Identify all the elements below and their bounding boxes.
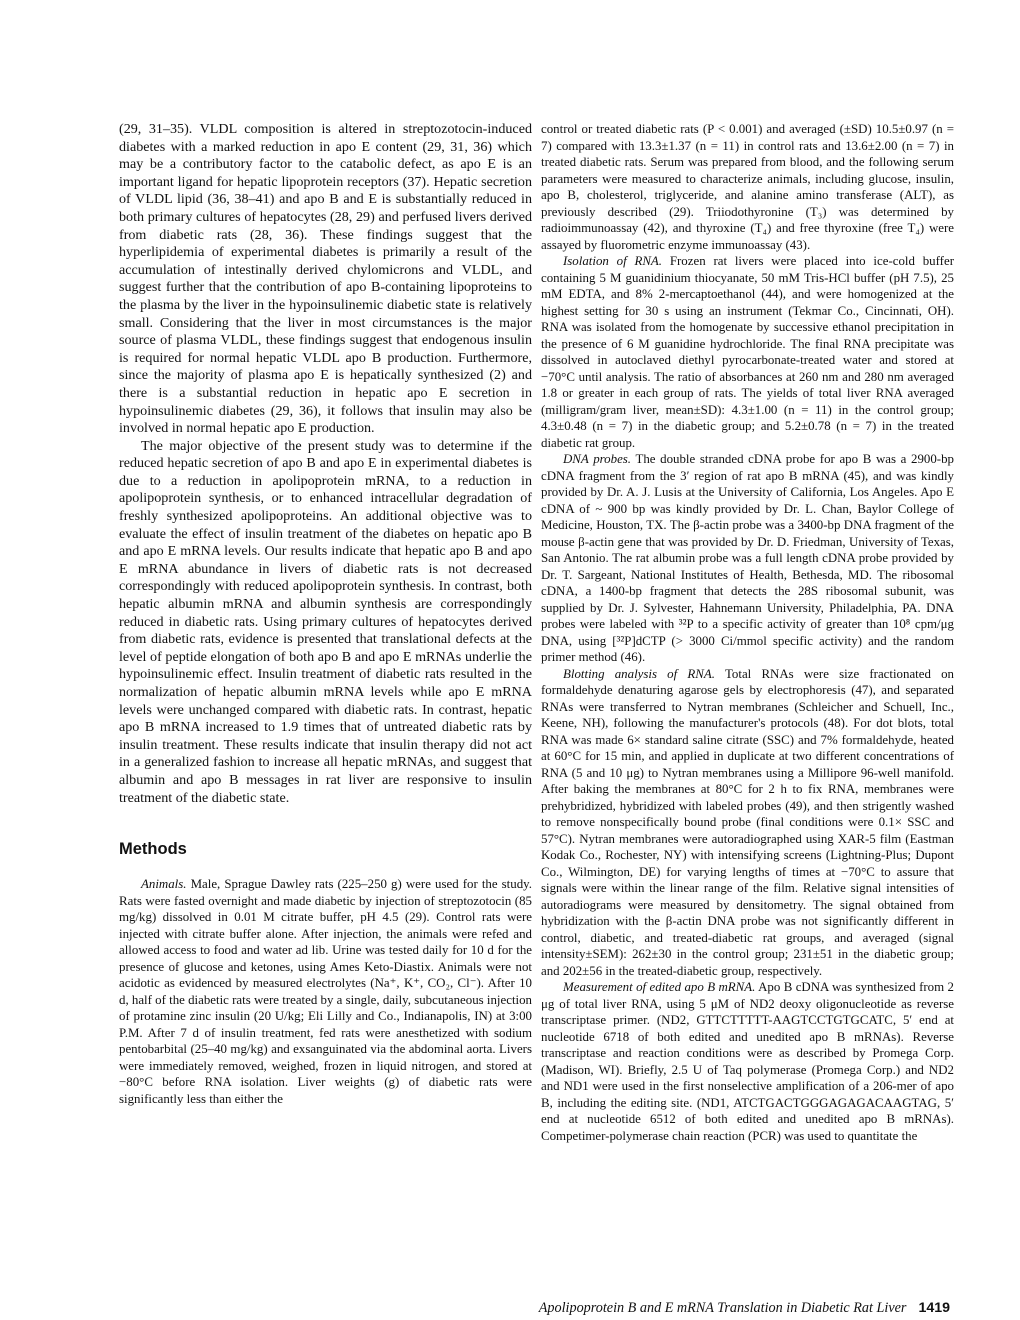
blotting-label: Blotting analysis of RNA. [563,666,715,681]
continued-paragraph: control or treated diabetic rats (P < 0.001) and averaged (±SD) 10.5±0.97 (n = 7) compared with 13.3±1.37 (n = 11) in control rats and 13.6±2.00 (n = 7) in treated diabetic rats. Serum was prepared from blood, and the following serum parameters were measured to characterize animals, including glucose, insulin, apo B, cholesterol, triglyceride, and alanine amino transferase (ALT), as previously described (29). Triiodothyronine (T₃) was determined by radioimmunoassay (42), and thyroxine (T₄) and free thyroxine (free T₄) were assayed by fluorometric enzyme immunoassay (43). [541,122,954,252]
dna-probes-paragraph [541,451,954,666]
page-footer [539,1300,950,1317]
isolation-paragraph [541,253,954,451]
measurement-paragraph [541,979,954,1144]
measurement-label: Measurement of edited apo B mRNA. [563,980,756,994]
blotting-paragraph [541,666,954,980]
dna-probes-label: DNA probes. [563,452,632,466]
left-column [119,121,532,1107]
right-column [541,121,954,1144]
isolation-text: Frozen rat livers were placed into ice-cold buffer containing 5 M guanidinium thiocyanate, 50 mM Tris-HCl buffer (pH 7.5), 25 mM EDTA, and 8% 2-mercaptoethanol (44), and were homogenized at the highest setting for 30 s using an instrument (Tekmar Co., Cincinnati, OH). RNA was isolated from the homogenate by successive ethanol precipitation in the presence of 6 M guanidine hydrochloride. The final RNA precipitate was dissolved in autoclaved diethyl pyrocarbonate-treated water and stored at −70°C until analysis. The ratio of absorbances at 260 nm and 280 nm averaged 1.8 or greater in each group of rats. The yields of total liver RNA averaged (milligram/gram liver, mean±SD): 4.3±1.00 (n = 11) in the control group; 4.3±0.48 (n = 7) in the diabetic group; and 5.2±0.78 (n = 7) in the treated diabetic rat group. [541,254,954,450]
methods-heading: Methods [119,840,187,859]
measurement-text: Apo B cDNA was synthesized from 2 μg of total liver RNA, using 5 μM of ND2 deoxy oligonucleotide as reverse transcriptase primer. (ND2, GTTCTTTTT-AAGTCCTGTGCATC, 5′ end at nucleotide 6718 of both edited and unedited apo B mRNAs). Reverse transcriptase and reaction conditions were as described by Promega Corp. (Madison, WI). Briefly, 2.5 U of Taq polymerase (Promega Corp.) and ND2 and ND1 were used in the first nonselective amplification of a 206-mer of apo B, including the editing site. (ND1, ATCTGACTGGGAGAGACAAGTAG, 5′ end at nucleotide 6512 of both edited and unedited apo B mRNAs). Competimer-polymerase chain reaction (PCR) was used to quantitate the [541,980,954,1143]
animals-label: Animals. [141,877,187,892]
running-title: Apolipoprotein B and E mRNA Translation in Diabetic Rat Liver [538,1300,907,1316]
dna-probes-text: The double stranded cDNA probe for apo B was a 2900-bp cDNA fragment from the 3′ region of rat apo B mRNA (45), and was kindly provided by Dr. A. J. Lusis at the University of California, Los Angeles. Apo E cDNA of ~ 900 bp was kindly provided by Dr. L. Chan, Baylor College of Medicine, Houston, TX. The β-actin probe was a 3400-bp DNA fragment of the mouse β-actin gene that was provided by Dr. D. Friedman, University of Texas, San Antonio. The rat albumin probe was a full length cDNA probe provided by Dr. T. Sargeant, National Institutes of Health, Bethesda, MD. The ribosomal cDNA, a 1400-bp fragment that detects the 28S ribosomal subunit, was supplied by Dr. J. Sylvester, Hahnemann University, Philadelphia, PA. DNA probes were labeled with ³²P to a specific activity of greater than 10⁸ cpm/μg DNA, using [³²P]dCTP (> 3000 Ci/mmol specific activity) and the random primer method (46). [541,452,954,664]
isolation-label: Isolation of RNA. [563,254,663,268]
intro-paragraph-1: (29, 31–35). VLDL composition is altered in streptozotocin-induced diabetes with a marked reduction in apo E content (29, 31, 36) which may be a contributory factor to the catabolic defect, as apo E is an important ligand for hepatic lipoprotein receptors (37). Hepatic secretion of VLDL lipid (36, 38–41) and apo B and E is substantially reduced in both primary cultures of hepatocytes (28, 29) and perfused livers derived from diabetic rats (28, 36). These findings suggest that the hyperlipidemia of experimental diabetes is primarily a result of the accumulation of intestinally derived chylomicrons and VLDL, and suggest further that the contribution of apo B-containing lipoproteins to the plasma by the liver in the hypoinsulinemic diabetic state is relatively small. Considering that the liver in most circumstances is the major source of plasma VLDL, these findings suggest that endogenous insulin is required for normal hepatic VLDL apo B production. Furthermore, since the majority of plasma apo E is hepatically synthesized (2) and there is a substantial reduction in hepatic apo E secretion in hypoinsulinemic diabetes (29, 36), it follows that insulin may also be involved in normal hepatic apo E production. [119,121,532,437]
page-number: 1419 [918,1300,950,1316]
animals-paragraph [119,876,532,1107]
intro-paragraph-2: The major objective of the present study was to determine if the reduced hepatic secretion of apo B and apo E in experimental diabetes is due to a reduction in apolipoprotein mRNA, to a reduction in apolipoprotein synthesis, or to enhanced intracellular degradation of freshly synthesized apolipoproteins. An additional objective was to evaluate the effect of insulin treatment of the diabetes on hepatic apo B and apo E mRNA levels. Our results indicate that hepatic apo B and apo E mRNA abundance in livers of diabetic rats is not decreased correspondingly with reduced apolipoprotein synthesis. In contrast, both hepatic albumin mRNA and albumin synthesis are correspondingly reduced in diabetic rats. Using primary cultures of hepatocytes derived from diabetic rats, evidence is presented that translational defects at the level of peptide elongation of both apo B and apo E mRNAs underlie the hypoinsulinemic effect. Insulin treatment of diabetic rats resulted in the normalization of hepatic albumin mRNA levels while apo E mRNA levels were unchanged compared with diabetic rats. In contrast, hepatic apo B mRNA increased to 1.9 times that of untreated diabetic rats by insulin treatment. These results indicate that insulin therapy did not act in a generalized fashion to increase all hepatic mRNAs, and suggest that albumin and apo B messages in rat liver are responsive to insulin treatment of the diabetic state. [119,437,532,806]
blotting-text: Total RNAs were size fractionated on formaldehyde denaturing agarose gels by electrophoresis (47), and separated RNAs were transferred to Nytran membranes (Schleicher and Schuell, Inc., Keene, NH), following the manufacturer's protocols (48). For dot blots, total RNA was made 6× standard saline citrate (SSC) and 7% formaldehyde, heated at 60°C for 15 min, and applied in duplicate at two different concentrations of RNA (5 and 10 μg) to Nytran membranes using a Millipore 96-well manifold. After baking the membranes at 80°C for 2 h to fix RNA, membranes were prehybridized, hybridized with labeled probes (49), and then strigently washed to remove nonspecifically bound probe (final conditions were 0.1× SSC and 57°C). Nytran membranes were autoradiographed using XAR-5 film (Eastman Kodak Co., Rochester, NY) with intensifying screens (Lightning-Plus; Dupont Co., Wilmington, DE) for varying lengths of times at −70°C to assure that signals were within the linear range of the film. Relative signal intensities of autoradiograms were measured by densitometry. The signal obtained from hybridization with the β-actin DNA probe was not significantly different in control, diabetic, and treated-diabetic rat groups, and averaged (signal intensity±SEM): 262±30 in the control group; 231±51 in the diabetic group; and 202±56 in the treated-diabetic group, respectively. [541,666,954,978]
animals-text: Male, Sprague Dawley rats (225–250 g) were used for the study. Rats were fasted overnight and made diabetic by injection of streptozotocin (85 mg/kg) dissolved in 0.01 M citrate buffer, pH 4.5 (29). Control rats were injected with citrate buffer alone. After injection, the animals were refed and allowed access to food and water ad lib. Urine was tested daily for 10 d for the presence of glucose and ketones, using Ames Keto-Diastix. Animals were not acidotic as evidenced by measured electrolytes (Na⁺, K⁺, CO₂, Cl⁻). After 10 d, half of the diabetic rats were treated by a single, daily, subcutaneous injection of protamine zinc insulin (20 U/kg; Eli Lilly and Co., Indianapolis, IN) at 3:00 P.M. After 7 d of insulin treatment, fed rats were anesthetized with sodium pentobarbital (25–40 mg/kg) and exsanguinated via the abdominal aorta. Livers were immediately removed, weighed, frozen in liquid nitrogen, and stored at −80°C before RNA isolation. Liver weights (g) of diabetic rats were significantly less than either the [119,877,532,1106]
